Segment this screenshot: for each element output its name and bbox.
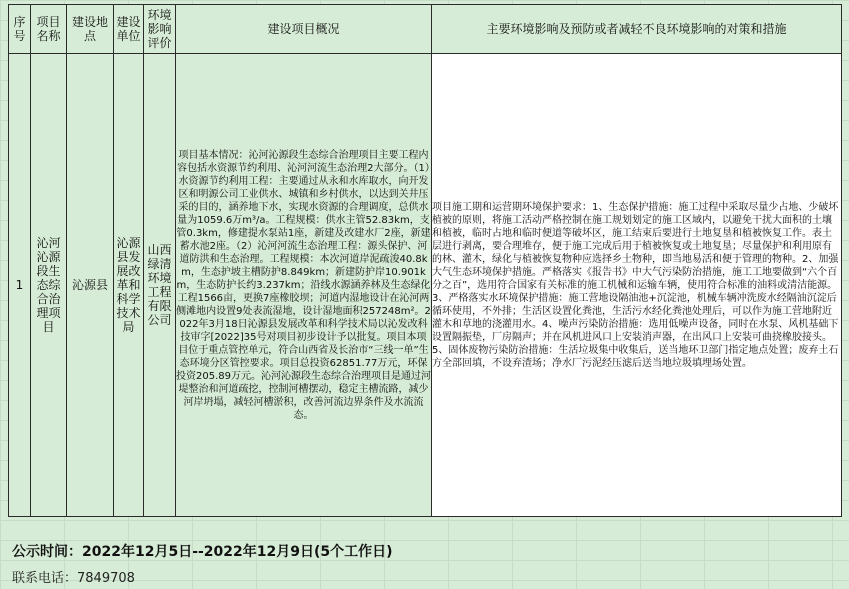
header-location: 建设地点 bbox=[67, 5, 114, 54]
header-builder: 建设单位 bbox=[114, 5, 144, 54]
cell-measures: 项目施工期和运营期环境保护要求：1、生态保护措施：施工过程中采取尽量少占地、少破坏植被的原则，将施工活动严格控制在施工规划划定的施工区域内，以避免干扰大面积的土壤和植被，临时占地和临时便道等破坏区，施工结束后要进行土地复垦和植被恢复工作。表土层进行剥离，要合理堆存，便于施工完成后用于植被恢复或土地复垦；尽量保护和利用原有的林、灌木，绿化与植被恢复物种应选择乡土物种，即当地易活和便于管理的物种。2、加强大气生态环境保护措施。严格落实《报告书》中大气污染防治措施，施工工地要做到“六个百分之百”，选用符合国家有关标准的施工机械和运输车辆，使用符合标准的油料或清洁能源。3、严格落实水环境保护措施：施工营地设隔油池+沉淀池，机械车辆冲洗废水经隔油沉淀后循环使用，不外排；生活区设置化粪池，生活污水经化粪池处理后，可以作为施工营地附近灌木和草地的浇灌用水。4、噪声污染防治措施：选用低噪声设备，同时在水泵、风机基础下设置隔振垫，厂房隔声；并在风机进风口上安装消声器，在出风口上安装可曲挠橡胶接头。5、固体废物污染防治措施：生活垃圾集中收集后，送当地环卫部门指定地点处置；废弃土石方全部回填，不设弃渣场；净水厂污泥经压滤后送当地垃圾填埋场处置。 bbox=[432, 54, 842, 517]
table-header-row bbox=[9, 5, 842, 54]
project-table bbox=[8, 4, 842, 517]
header-measures: 主要环境影响及预防或者减轻不良环境影响的对策和措施 bbox=[432, 5, 842, 54]
header-eia-org: 环境影响评价 bbox=[144, 5, 176, 54]
contact-phone: 联系电话：7849708 bbox=[12, 571, 135, 586]
cell-eia-org: 山西绿清环境工程有限公司 bbox=[144, 54, 176, 517]
cell-location: 沁源县 bbox=[67, 54, 114, 517]
cell-index: 1 bbox=[9, 54, 31, 517]
cell-project-name: 沁河沁源段生态综合治理项目 bbox=[31, 54, 67, 517]
publicity-time: 公示时间：2022年12月5日--2022年12月9日(5个工作日) bbox=[12, 544, 393, 560]
header-project-name: 项目名称 bbox=[31, 5, 67, 54]
header-overview: 建设项目概况 bbox=[176, 5, 432, 54]
cell-builder: 沁源县发展改革和科学技术局 bbox=[114, 54, 144, 517]
cell-overview: 项目基本情况：沁河沁源段生态综合治理项目主要工程内容包括水资源节约利用、沁河河流生态治理2大部分。（1）水资源节约利用工程：主要通过从永和水库取水，向开发区和明源公司工业供水、城镇和乡村供水，以达到关井压采的目的，涵养地下水，实现水资源的合理调度，总供水量为1059.6万m³/a。工程规模：供水主管52.83km，支管0.3km，修建提水泵站1座，新建及改建水厂2座，新建蓄水池2座。（2）沁河河流生态治理工程：源头保护、河道防洪和生态治理。工程规模：本次河道岸泥疏浚40.8km，生态护坡主槽防护8.849km；新建防护岸10.901km，生态防护长约3.237km；沿线水源涵养林及生态绿化工程1566亩，更换7座橡胶坝；河道内湿地设计在沁河两侧滩地内设置9处表流湿地，设计湿地面积257248m²。2022年3月18日沁源县发展改革和科学技术局以沁发改科技审字[2022]35号对项目初步设计予以批复。项目本项目位于重点管控单元，符合山西省及长治市“三线一单”生态环境分区管控要求。项目总投资62851.77万元，环保投资205.89万元。沁河沁源段生态综合治理项目是通过河堤整治和河道疏挖，控制河槽摆动，稳定主槽流路，减少河岸坍塌，减轻河槽淤积，改善河流边界条件及水流流态。 bbox=[176, 54, 432, 517]
table-row bbox=[9, 54, 842, 517]
header-index: 序号 bbox=[9, 5, 31, 54]
